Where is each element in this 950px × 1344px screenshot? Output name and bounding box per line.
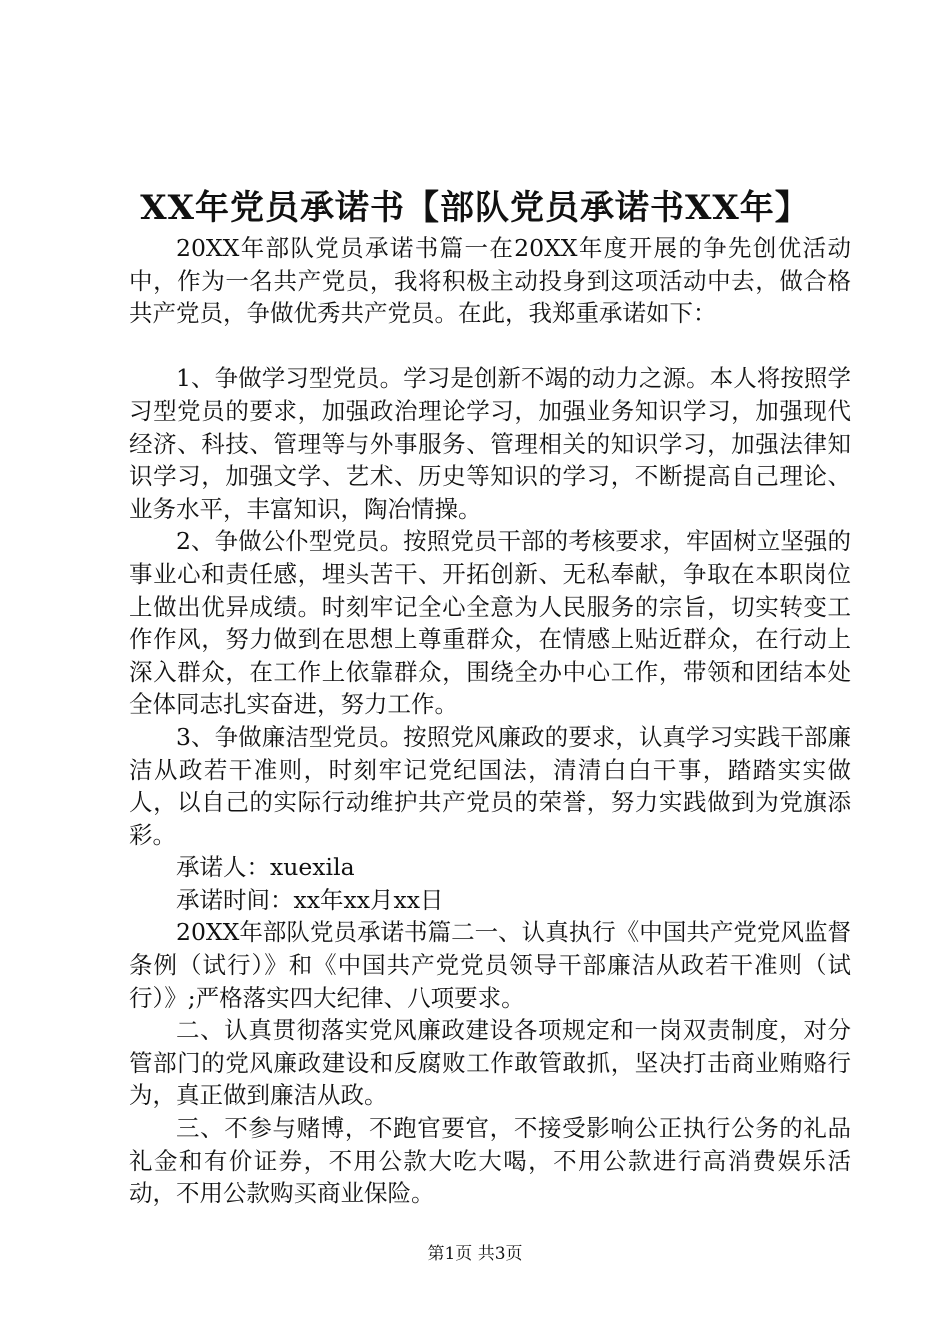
paragraph-item-3: 3、争做廉洁型党员。按照党风廉政的要求，认真学习实践干部廉洁从政若干准则，时刻牢记党纪国法，清清白白干事，踏踏实实做人，以自己的实际行动维护共产党员的荣誉，努力实践做到为党旗添彩。 [129,722,851,849]
paragraph-section-2: 20XX年部队党员承诺书篇二一、认真执行《中国共产党党风监督条例（试行）》和《中国共产党党员领导干部廉洁从政若干准则（试行）》;严格落实四大纪律、八项要求。 [129,918,851,1012]
paragraph-intro: 20XX年部队党员承诺书篇一在20XX年度开展的争先创优活动中，作为一名共产党员，我将积极主动投身到这项活动中去，做合格共产党员，争做优秀共产党员。在此，我郑重承诺如下： [129,234,851,328]
paragraph-date: 承诺时间：xx年xx月xx日 [176,885,444,914]
paragraph-signer: 承诺人：xuexila [176,853,355,882]
paragraph-section-2-item-2: 二、认真贯彻落实党风廉政建设各项规定和一岗双责制度，对分管部门的党风廉政建设和反腐败工作敢管敢抓，坚决打击商业贿赂行为，真正做到廉洁从政。 [129,1016,851,1110]
paragraph-section-2-item-3: 三、不参与赌博，不跑官要官，不接受影响公正执行公务的礼品礼金和有价证券，不用公款大吃大喝，不用公款进行高消费娱乐活动，不用公款购买商业保险。 [129,1114,851,1208]
document-title: XX年党员承诺书【部队党员承诺书XX年】 [140,188,810,228]
paragraph-item-1: 1、争做学习型党员。学习是创新不竭的动力之源。本人将按照学习型党员的要求，加强政治理论学习，加强业务知识学习，加强现代经济、科技、管理等与外事服务、管理相关的知识学习，加强法律知识学习，加强文学、艺术、历史等知识的学习，不断提高自己理论、业务水平，丰富知识，陶冶情操。 [129,364,851,523]
paragraph-item-2: 2、争做公仆型党员。按照党员干部的考核要求，牢固树立坚强的事业心和责任感，埋头苦干、开拓创新、无私奉献，争取在本职岗位上做出优异成绩。时刻牢记全心全意为人民服务的宗旨，切实转变工作作风，努力做到在思想上尊重群众，在情感上贴近群众，在行动上深入群众，在工作上依靠群众，围绕全办中心工作，带领和团结本处全体同志扎实奋进，努力工作。 [129,527,851,719]
document-body [129,232,851,1210]
page-footer: 第1页 共3页 [427,1244,523,1264]
